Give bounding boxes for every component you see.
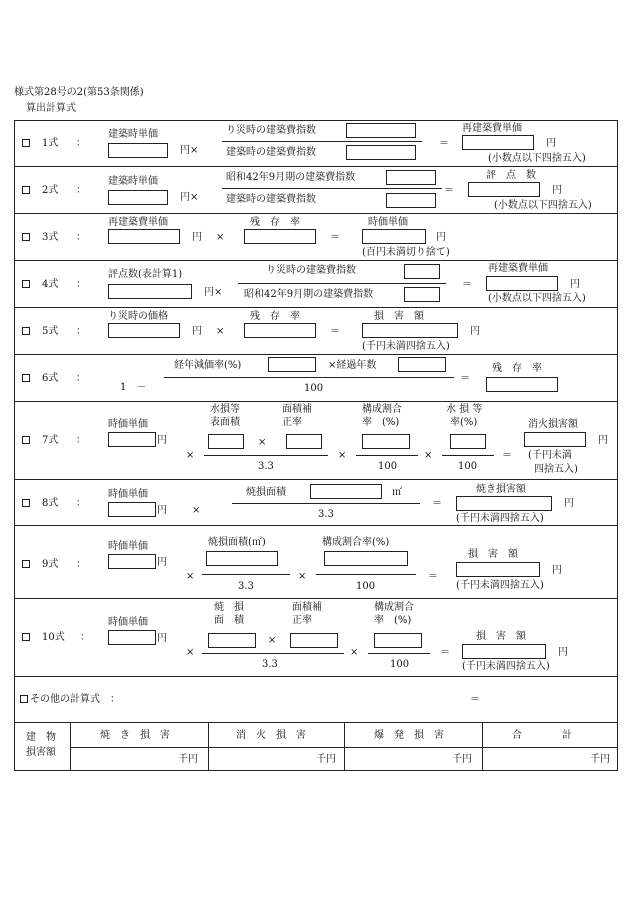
construction-cost-index-input[interactable] xyxy=(386,193,436,208)
market-unit-price-input[interactable] xyxy=(362,229,426,244)
market-unit-price-input[interactable] xyxy=(108,432,156,447)
area-correction-input[interactable] xyxy=(290,633,338,648)
field-label: り災時の建築費指数 xyxy=(226,125,316,136)
damage-amount-input[interactable] xyxy=(462,644,546,659)
rebuild-unit-price-input[interactable] xyxy=(462,135,534,150)
disaster-price-input[interactable] xyxy=(108,323,180,338)
result-label: 再建築費単価 xyxy=(462,123,522,134)
formula-2-checkbox[interactable] xyxy=(22,186,30,194)
formula-8-checkbox[interactable] xyxy=(22,499,30,507)
formula-7-checkbox[interactable] xyxy=(22,436,30,444)
s42-cost-index-input[interactable] xyxy=(404,287,440,302)
water-damage-rate-input[interactable] xyxy=(450,434,486,449)
burn-damage-input[interactable] xyxy=(456,496,552,511)
result-label: 損 害 額 xyxy=(374,311,424,322)
formula-9-checkbox[interactable] xyxy=(22,560,30,568)
formula-6-checkbox[interactable] xyxy=(22,374,30,382)
burned-area-input[interactable] xyxy=(208,633,256,648)
form-subtitle: 算出計算式 xyxy=(26,103,76,114)
formula-10-checkbox[interactable] xyxy=(22,633,30,641)
column-header: 合 計 xyxy=(512,730,572,741)
column-header: 爆 発 損 害 xyxy=(374,730,444,741)
burned-area-input[interactable] xyxy=(310,484,382,499)
disaster-cost-index-input[interactable] xyxy=(404,264,440,279)
formula-5-checkbox[interactable] xyxy=(22,327,30,335)
composition-rate-input[interactable] xyxy=(324,551,408,566)
construction-unit-price-input[interactable] xyxy=(108,190,168,205)
area-correction-input[interactable] xyxy=(286,434,322,449)
explosion-damage-total[interactable]: 千円 xyxy=(452,754,472,765)
burn-damage-total[interactable]: 千円 xyxy=(178,754,198,765)
other-formula-checkbox[interactable] xyxy=(20,695,28,703)
composition-rate-input[interactable] xyxy=(374,633,422,648)
formula-label: 1式 xyxy=(42,138,59,149)
residual-rate-input[interactable] xyxy=(486,377,558,392)
disaster-cost-index-input[interactable] xyxy=(346,123,416,138)
elapsed-years-input[interactable] xyxy=(398,357,446,372)
result-label: 焼き損害額 xyxy=(476,484,526,495)
score-input[interactable] xyxy=(108,284,192,299)
score-input[interactable] xyxy=(468,182,540,197)
rebuild-unit-price-input[interactable] xyxy=(108,229,180,244)
residual-rate-input[interactable] xyxy=(244,229,316,244)
fire-fighting-damage-input[interactable] xyxy=(524,432,586,447)
form-number: 様式第28号の2(第53条関係) xyxy=(14,87,144,98)
result-label: 残 存 率 xyxy=(492,363,542,374)
rounding-note: (小数点以下四捨五入) xyxy=(488,153,586,164)
water-damage-area-input[interactable] xyxy=(208,434,244,449)
formula-1-checkbox[interactable] xyxy=(22,139,30,147)
result-label: 損 害 額 xyxy=(468,549,518,560)
market-unit-price-input[interactable] xyxy=(108,502,156,517)
result-label: 消火損害額 xyxy=(528,419,578,430)
composition-rate-input[interactable] xyxy=(362,434,410,449)
result-label: 評 点 数 xyxy=(486,170,536,181)
field-label: 建築時の建築費指数 xyxy=(226,147,316,158)
column-header: 焼 き 損 害 xyxy=(100,730,170,741)
formula-4-checkbox[interactable] xyxy=(22,280,30,288)
market-unit-price-input[interactable] xyxy=(108,554,156,569)
s42-cost-index-input[interactable] xyxy=(386,170,436,185)
construction-unit-price-input[interactable] xyxy=(108,143,168,158)
formula-3-checkbox[interactable] xyxy=(22,233,30,241)
field-label: 建築時単価 xyxy=(108,129,158,140)
result-label: 時価単価 xyxy=(368,217,408,228)
fire-fighting-damage-total[interactable]: 千円 xyxy=(316,754,336,765)
residual-rate-input[interactable] xyxy=(244,323,316,338)
depreciation-rate-input[interactable] xyxy=(268,357,316,372)
burned-area-input[interactable] xyxy=(206,551,278,566)
rebuild-unit-price-input[interactable] xyxy=(486,276,558,291)
construction-cost-index-input[interactable] xyxy=(346,145,416,160)
result-label: 損 害 額 xyxy=(476,631,526,642)
damage-amount-input[interactable] xyxy=(456,562,540,577)
column-header: 消 火 損 害 xyxy=(236,730,306,741)
damage-amount-input[interactable] xyxy=(362,323,458,338)
result-label: 再建築費単価 xyxy=(488,263,548,274)
grand-total[interactable]: 千円 xyxy=(590,754,610,765)
market-unit-price-input[interactable] xyxy=(108,630,156,645)
